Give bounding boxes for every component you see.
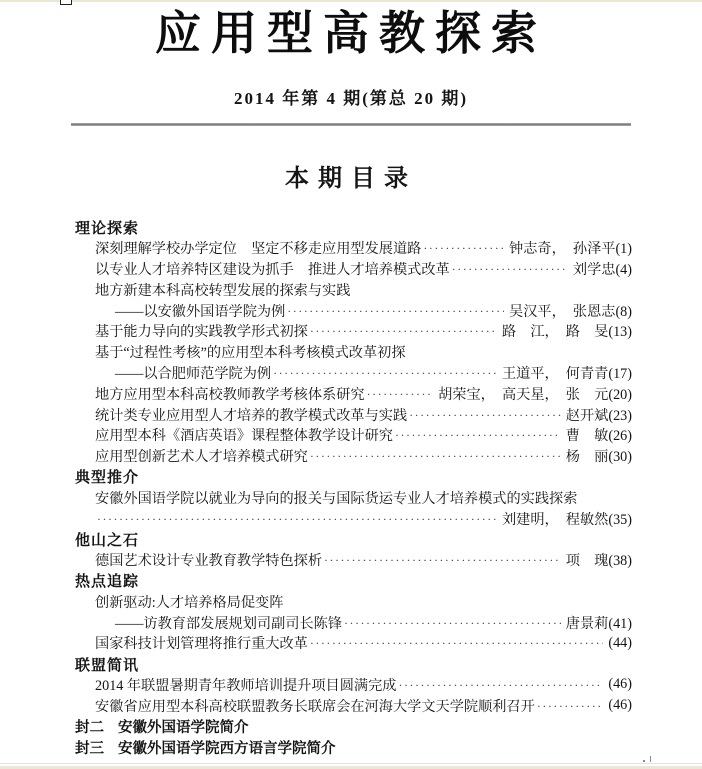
entry-authors-page: 路 江， 路 旻(13)	[501, 324, 632, 341]
cover-label: 封三	[75, 740, 104, 757]
entry-title: 创新驱动:人才培养格局促变阵	[95, 594, 284, 611]
entry-authors-page: 刘学忠(4)	[572, 261, 632, 278]
entry-title: 德国艺术设计专业教育教学特色探析	[95, 553, 323, 570]
toc-entry	[75, 487, 632, 508]
entry-title: ——以合肥师范学院为例	[115, 365, 272, 382]
journal-title: 应用型高教探索	[155, 8, 547, 59]
entry-page: (46)	[608, 697, 632, 714]
dot-leader	[97, 510, 497, 527]
section-heading: 典型推介	[75, 469, 140, 487]
entry-page: (46)	[608, 676, 632, 693]
entry-title: 国家科技计划管理将推行重大改革	[95, 636, 308, 653]
dot-leader	[324, 552, 561, 569]
toc-entry-continuation	[75, 508, 632, 529]
dot-leader	[423, 240, 504, 257]
toc-entry-subtitle	[75, 300, 632, 321]
masthead	[0, 0, 702, 126]
entry-authors-page: 曹 敏(26)	[565, 428, 632, 445]
entry-title: 应用型创新艺术人才培养模式研究	[95, 449, 308, 466]
section-heading: 理论探索	[75, 219, 140, 237]
toc-entry	[75, 383, 632, 404]
toc-entry-subtitle	[75, 363, 632, 384]
toc-entry	[75, 238, 632, 259]
dot-leader	[399, 676, 604, 693]
divider-rule	[71, 123, 631, 126]
section-heading: 他山之石	[75, 531, 140, 549]
section-heading: 联盟简讯	[75, 656, 140, 674]
entry-title: 2014 年联盟暑期青年教师培训提升项目圆满完成	[95, 677, 397, 694]
cover-title: 安徽外国语学院简介	[118, 720, 249, 737]
entry-title: 统计类专业应用型人才培养的教学模式改革与实践	[95, 407, 408, 424]
cover-title: 安徽外国语学院西方语言学院简介	[118, 740, 336, 757]
entry-title: 地方新建本科高校转型发展的探索与实践	[95, 282, 351, 299]
entry-authors-page: 唐景莉(41)	[565, 615, 632, 632]
toc-entry	[75, 675, 632, 696]
dot-leader	[310, 635, 604, 652]
entry-title: 以专业人才培养特区建设为抓手 推进人才培养模式改革	[95, 261, 450, 278]
entry-authors-page: 项 瑰(38)	[565, 553, 632, 570]
dot-leader	[344, 614, 561, 631]
entry-title: 基于“过程性考核”的应用型本科考核模式改革初探	[95, 345, 406, 362]
scan-edge-line	[0, 763, 702, 764]
section-heading: 热点追踪	[75, 573, 140, 591]
entry-authors-page: 吴汉平， 张恩志(8)	[509, 303, 632, 320]
toc-entry	[75, 591, 632, 612]
entry-authors-page: 刘建明， 程敏然(35)	[501, 511, 632, 528]
entry-title: 应用型本科《酒店英语》课程整体教学设计研究	[95, 428, 393, 445]
dot-leader	[395, 427, 561, 444]
cover-note	[75, 716, 632, 737]
toc-entry-subtitle	[75, 612, 632, 633]
dot-leader	[310, 448, 561, 465]
dot-leader	[367, 385, 434, 402]
entry-page: (44)	[608, 634, 632, 651]
toc-entry	[75, 633, 632, 654]
dot-leader	[287, 302, 504, 319]
entry-title: ——以安徽外国语学院为例	[115, 303, 286, 320]
entry-authors-page: 王道平， 何青青(17)	[501, 365, 632, 382]
cover-note	[75, 737, 632, 758]
entry-title: 安徽省应用型本科高校联盟教务长联席会在河海大学文天学院顺利召开	[95, 698, 535, 715]
entry-title: 安徽外国语学院以就业为导向的报关与国际货运专业人才培养模式的实践探索	[95, 490, 578, 507]
toc-entry	[75, 342, 632, 363]
dot-leader	[452, 260, 568, 277]
entry-title: ——访教育部发展规划司副司长陈锋	[115, 615, 343, 632]
toc-entry	[75, 259, 632, 280]
scan-artifact-marks	[643, 755, 655, 762]
entry-authors-page: 赵开斌(23)	[565, 407, 632, 424]
dot-leader	[273, 364, 497, 381]
toc-entry	[75, 425, 632, 446]
entry-title: 深刻理解学校办学定位 坚定不移走应用型发展道路	[95, 241, 422, 258]
dot-leader	[537, 697, 604, 714]
dot-leader	[310, 323, 497, 340]
entry-authors-page: 钟志奇， 孙泽平(1)	[509, 241, 632, 258]
issue-line: 2014 年第 4 期(第总 20 期)	[233, 89, 469, 108]
toc-entry	[75, 321, 632, 342]
toc-entry	[75, 279, 632, 300]
toc-entry	[75, 695, 632, 716]
table-of-contents	[75, 217, 632, 758]
dot-leader	[409, 406, 561, 423]
cover-label: 封二	[75, 720, 104, 737]
entry-title: 基于能力导向的实践教学形式初探	[95, 324, 308, 341]
scan-edge-top	[0, 0, 702, 2]
scan-artifact-square	[60, 0, 72, 5]
entry-authors-page: 杨 丽(30)	[565, 449, 632, 466]
toc-entry	[75, 404, 632, 425]
toc-entry	[75, 550, 632, 571]
entry-title: 地方应用型本科高校教师教学考核体系研究	[95, 386, 365, 403]
toc-entry	[75, 446, 632, 467]
entry-authors-page: 胡荣宝， 高天星， 张 元(20)	[438, 386, 632, 403]
toc-heading: 本期目录	[285, 165, 417, 192]
